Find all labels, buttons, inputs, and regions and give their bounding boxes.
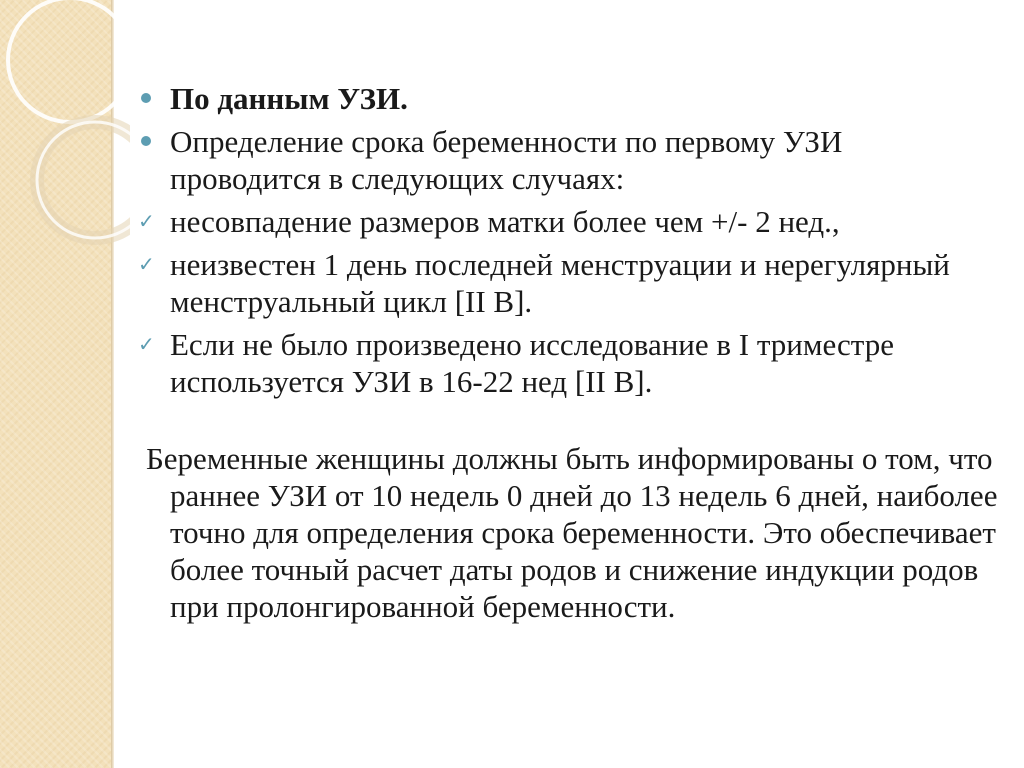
bullet-list bbox=[130, 80, 1000, 400]
bullet-item-heading bbox=[130, 80, 1000, 117]
bullet-text: Определение срока беременности по первому УЗИ проводится в следующих случаях: bbox=[170, 124, 843, 196]
bullet-marker bbox=[138, 123, 162, 160]
bullet-text: По данным УЗИ. bbox=[170, 81, 408, 116]
decor-circle-ring bbox=[37, 122, 130, 238]
bullet-item bbox=[130, 123, 1000, 197]
bullet-dot-icon bbox=[141, 136, 151, 146]
decorative-circles bbox=[0, 0, 130, 300]
decor-circle-large bbox=[8, 0, 130, 122]
check-text: несовпадение размеров матки более чем +/- 2 нед., bbox=[170, 204, 840, 239]
checkmark-icon: ✓ bbox=[138, 252, 155, 276]
bullet-marker bbox=[138, 203, 162, 240]
checkmark-icon: ✓ bbox=[138, 209, 155, 233]
bullet-marker bbox=[138, 246, 162, 283]
check-item bbox=[130, 326, 1000, 400]
bullet-marker bbox=[138, 326, 162, 363]
note-paragraph: Беременные женщины должны быть информированы о том, что раннее УЗИ от 10 недель 0 дней до 13 недель 6 дней, наиболее точно для определения срока беременности. Это обеспечивает более точный расчет даты родов и снижение индукции родов при пролонгированной беременности. bbox=[146, 441, 998, 624]
check-item bbox=[130, 203, 1000, 240]
bullet-marker bbox=[138, 80, 162, 117]
slide-content bbox=[130, 80, 1000, 656]
check-item bbox=[130, 246, 1000, 320]
checkmark-icon: ✓ bbox=[138, 332, 155, 356]
check-text: Если не было произведено исследование в I триместре используется УЗИ в 16-22 нед [II B]. bbox=[170, 327, 894, 399]
check-text: неизвестен 1 день последней менструации и нерегулярный менструальный цикл [II B]. bbox=[170, 247, 950, 319]
bullet-dot-icon bbox=[141, 93, 151, 103]
